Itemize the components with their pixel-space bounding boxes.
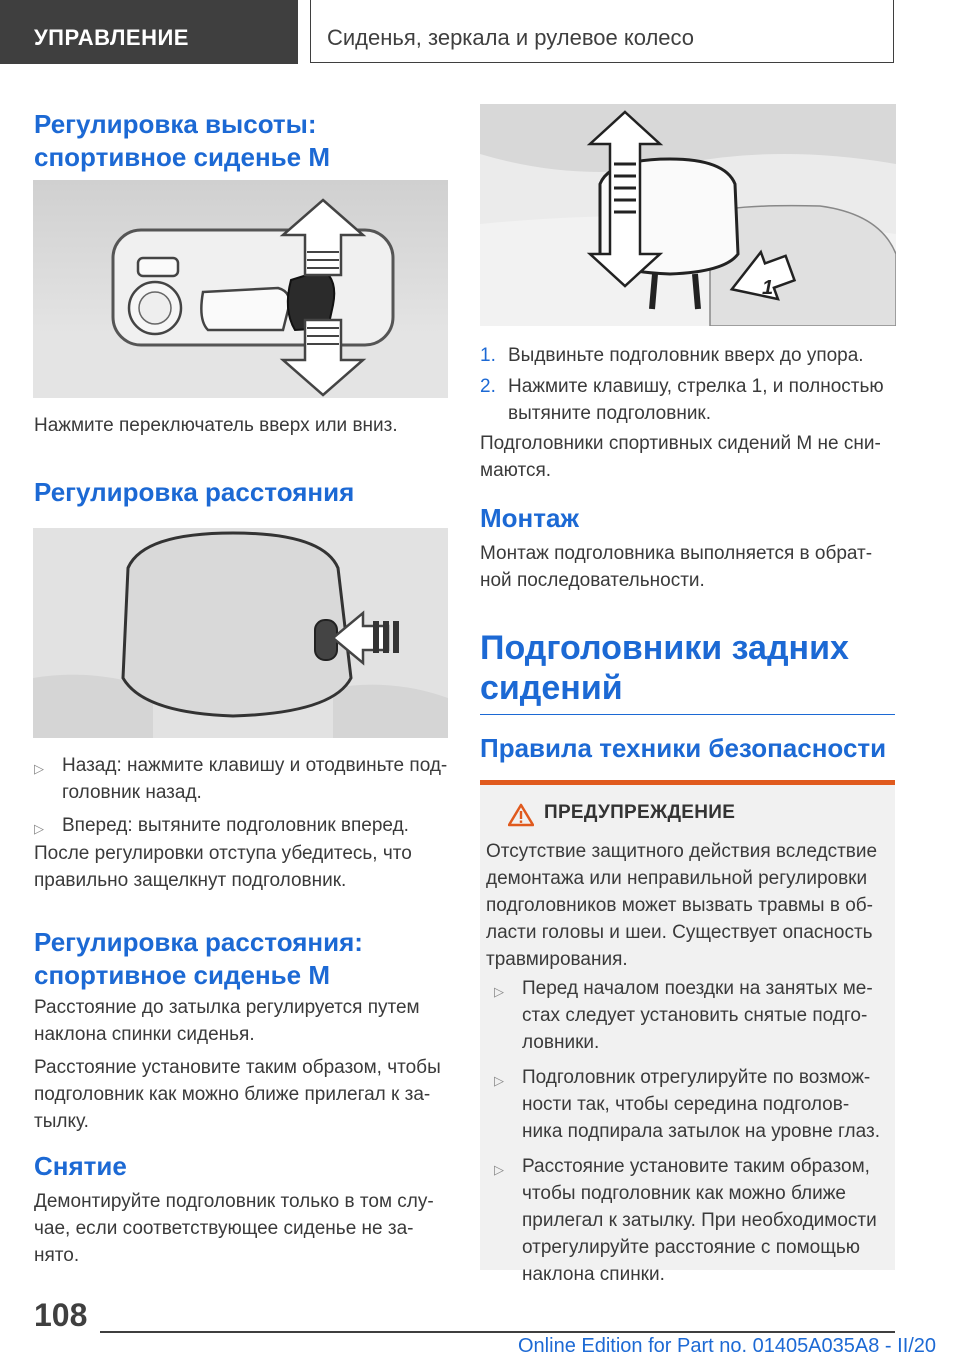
heading-rear-headrests	[480, 628, 895, 715]
warning-title: ПРЕДУПРЕЖДЕНИЕ	[544, 802, 736, 823]
heading-distance-sport	[34, 926, 454, 992]
list-item-text: Нажмите клавишу, стрелка 1, и полностью	[508, 376, 884, 397]
step-number: 2.	[480, 376, 496, 397]
paragraph-text: Расстояние установите таким образом, чтобы	[34, 1057, 441, 1078]
paragraph-text: Отсутствие защитного действия вследствие	[486, 841, 878, 862]
numbered-list	[480, 342, 895, 427]
paragraph-text: Подголовники спортивных сидений M не сни-	[480, 433, 881, 454]
heading-line: Регулировка расстояния:	[34, 927, 363, 957]
list-item-text: прилегал к затылку. При необходимости	[522, 1210, 877, 1231]
list-item-text: Расстояние установите таким образом,	[522, 1156, 870, 1177]
list-item-text: стах следует установить снятые подго-	[522, 1005, 868, 1026]
paragraph-text: После регулировки отступа убедитесь, что	[34, 843, 412, 864]
list-item	[34, 812, 454, 839]
list-item-text: ника подпирала затылок на уровне глаз.	[522, 1121, 880, 1142]
list-item	[34, 752, 454, 806]
warning-paragraph	[486, 838, 886, 973]
warning-box	[480, 780, 895, 1285]
paragraph-text: демонтажа или неправильной регулировки	[486, 868, 868, 889]
list-item-text: головник назад.	[62, 782, 202, 803]
paragraph-text: Демонтируйте подголовник только в том слу-	[34, 1191, 434, 1212]
page-header	[0, 0, 960, 66]
heading-line: спортивное сиденье M	[34, 960, 330, 990]
paragraph-text: ласти головы и шеи. Существует опасность	[486, 922, 873, 943]
list-item-text: вытяните подголовник.	[508, 403, 712, 424]
list-item	[494, 1153, 889, 1288]
list-item-text: Подголовник отрегулируйте по возмож-	[522, 1067, 871, 1088]
paragraph-text: чае, если соответствующее сиденье не за-	[34, 1218, 414, 1239]
heading-line: Снятие	[34, 1151, 127, 1181]
heading-line: Монтаж	[480, 503, 579, 533]
list-item	[494, 1064, 889, 1145]
paragraph-text: подголовник как можно ближе прилегал к за-	[34, 1084, 431, 1105]
paragraph-text: подголовников может вызвать травмы в об-	[486, 895, 873, 916]
figure-label: 1	[762, 277, 774, 299]
paragraph-text: нято.	[34, 1245, 80, 1266]
triangle-bullet-icon: ▷	[494, 984, 504, 999]
heading-safety	[480, 732, 895, 765]
paragraph	[480, 540, 895, 594]
triangle-bullet-icon: ▷	[34, 761, 44, 776]
paragraph-text: Расстояние до затылка регулируется путем	[34, 997, 420, 1018]
list-item-text: ловники.	[522, 1032, 600, 1053]
chapter-title: Сиденья, зеркала и рулевое колесо	[327, 25, 695, 50]
seat-switch-illustration	[33, 180, 448, 398]
list-item	[494, 975, 889, 1056]
footer-divider	[100, 1331, 895, 1333]
list-item-text: отрегулируйте расстояние с помощью	[522, 1237, 860, 1258]
section-title: УПРАВЛЕНИЕ	[34, 25, 189, 50]
list-item	[480, 342, 895, 369]
triangle-bullet-icon: ▷	[34, 821, 44, 836]
paragraph-text: правильно защелкнут подголовник.	[34, 870, 347, 891]
heading-line: Регулировка высоты:	[34, 109, 317, 139]
list-item-text: Назад: нажмите клавишу и отодвиньте под-	[62, 755, 448, 776]
list-item-text: Перед началом поездки на занятых ме-	[522, 978, 873, 999]
heading-removal	[34, 1150, 454, 1183]
warning-icon	[508, 803, 534, 832]
triangle-bullet-icon: ▷	[494, 1162, 504, 1177]
heading-line: Регулировка расстояния	[34, 477, 355, 507]
paragraph	[34, 994, 454, 1048]
paragraph	[34, 1054, 454, 1135]
paragraph	[480, 430, 895, 484]
edition-text: Online Edition for Part no. 01405A035A8 - II/20	[518, 1335, 937, 1357]
paragraph	[34, 412, 454, 439]
headrest-illustration	[33, 528, 448, 738]
rear-headrest-illustration	[480, 104, 896, 326]
warning-bullets	[494, 975, 889, 1288]
list-item	[480, 373, 895, 427]
section-tab	[0, 0, 298, 64]
paragraph	[34, 1188, 454, 1269]
list-item-text: чтобы подголовник как можно ближе	[522, 1183, 846, 1204]
heading-distance	[34, 476, 454, 509]
heading-line: сидений	[480, 669, 623, 707]
paragraph-text: наклона спинки сиденья.	[34, 1024, 255, 1045]
paragraph-text: тылку.	[34, 1111, 89, 1132]
heading-mounting	[480, 502, 895, 535]
triangle-bullet-icon: ▷	[494, 1073, 504, 1088]
list-item-text: ности так, чтобы середина подголов-	[522, 1094, 850, 1115]
paragraph-text: маются.	[480, 460, 552, 481]
chapter-tab	[310, 0, 894, 63]
heading-line: спортивное сиденье M	[34, 142, 330, 172]
list-item-text: Вперед: вытяните подголовник вперед.	[62, 815, 409, 836]
page-number: 108	[34, 1297, 88, 1333]
step-number: 1.	[480, 345, 496, 366]
paragraph	[34, 840, 454, 894]
bullet-list	[34, 752, 454, 839]
paragraph-text: Монтаж подголовника выполняется в обрат-	[480, 543, 873, 564]
heading-line: Подголовники задних	[480, 629, 849, 667]
paragraph-text: ной последовательности.	[480, 570, 705, 591]
paragraph-text: Нажмите переключатель вверх или вниз.	[34, 415, 398, 436]
paragraph-text: травмирования.	[486, 949, 628, 970]
list-item-text: Выдвиньте подголовник вверх до упора.	[508, 345, 864, 366]
list-item-text: наклона спинки.	[522, 1264, 665, 1285]
heading-height-adjust	[34, 108, 454, 174]
heading-line: Правила техники безопасности	[480, 733, 887, 763]
